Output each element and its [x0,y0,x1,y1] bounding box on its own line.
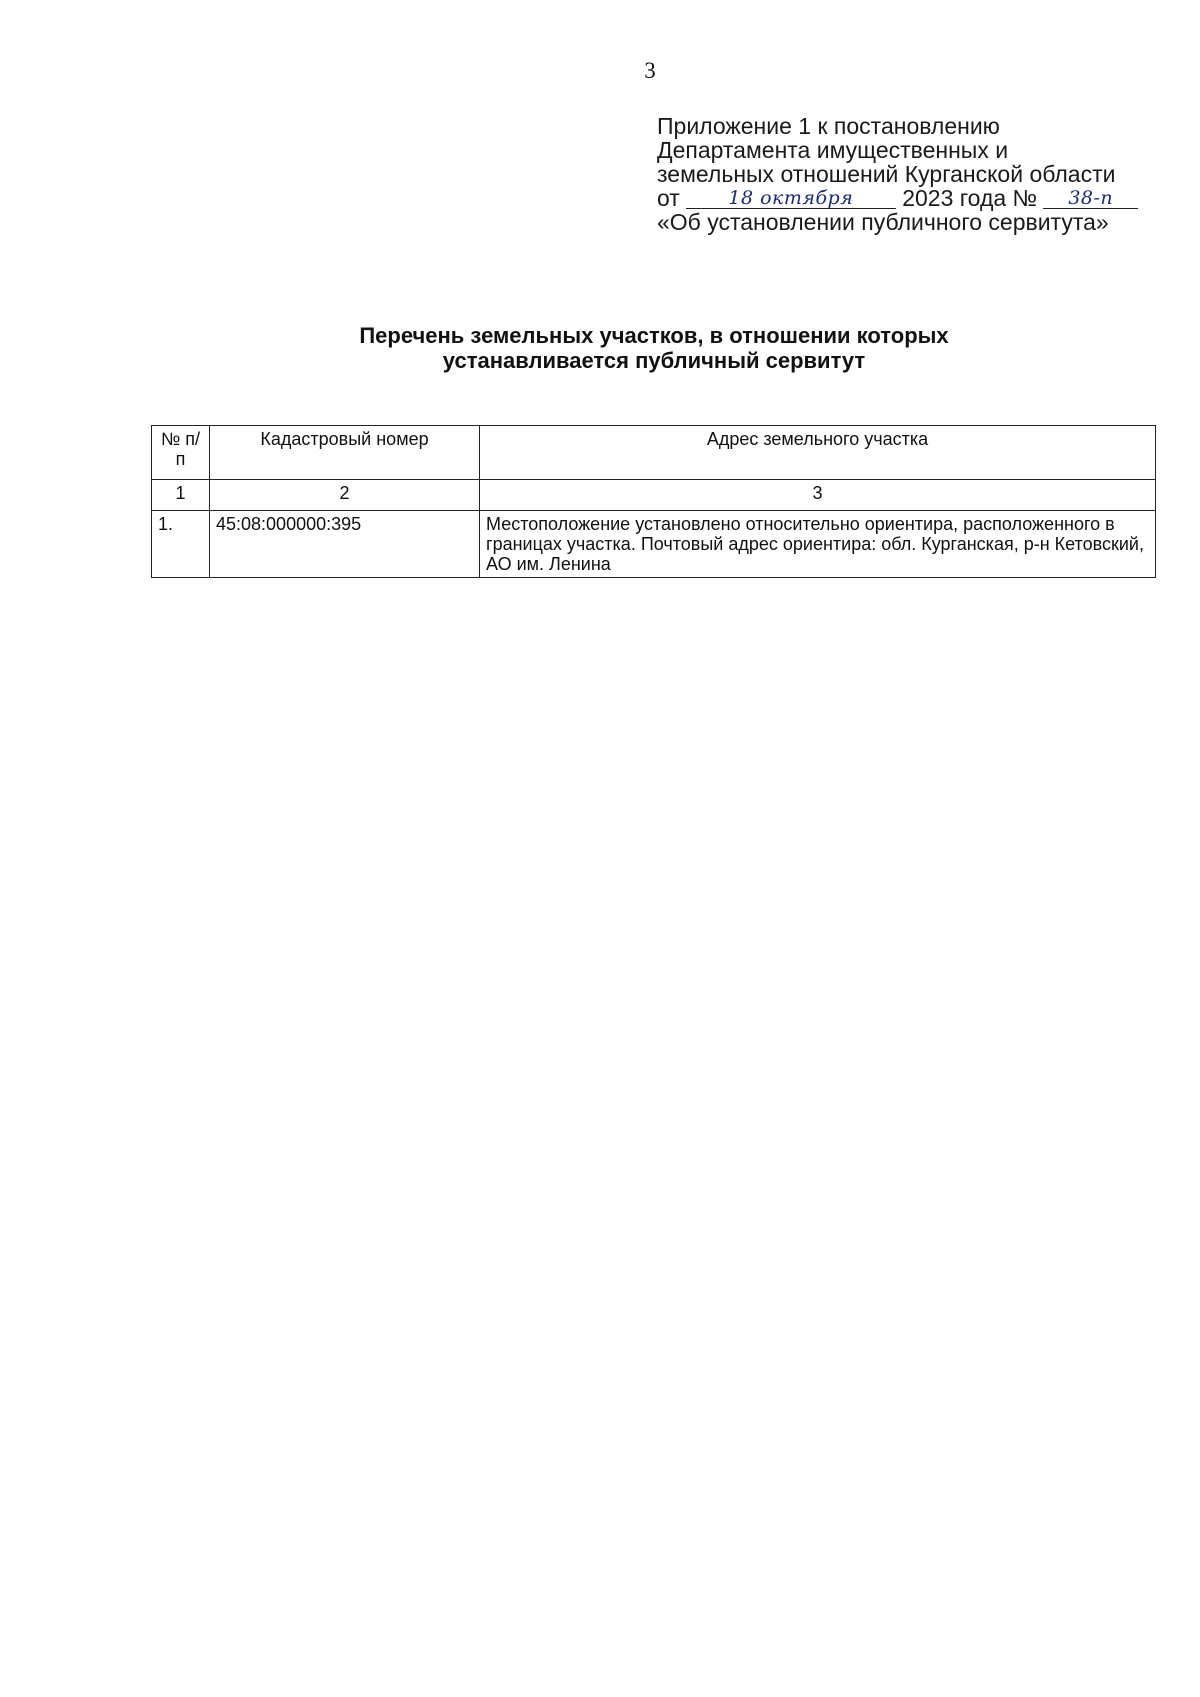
appendix-date-line [657,186,1177,210]
title-line-2: устанавливается публичный сервитут [442,348,866,373]
number-field [1043,186,1138,209]
column-index-1: 1 [152,480,210,511]
header-cadastral: Кадастровый номер [210,426,480,480]
handwritten-number: 38-п [1068,187,1114,209]
column-index-2: 2 [210,480,480,511]
header-address: Адрес земельного участка [480,426,1156,480]
date-prefix: от [657,185,680,211]
year-text: 2023 года № [902,185,1038,211]
appendix-line-5: «Об установлении публичного сервитута» [657,209,1109,235]
table-header-row [152,426,1156,480]
appendix-line-2: Департамента имущественных и [657,137,1009,163]
document-title [0,323,1200,373]
date-field [686,186,896,209]
row-num: 1. [152,511,210,578]
appendix-line-1: Приложение 1 к постановлению [657,113,1000,139]
page-number: 3 [644,58,656,83]
column-index-row [152,480,1156,511]
table-row [152,511,1156,578]
row-address: Местоположение установлено относительно ориентира, расположенного в границах участка. Почтовый адрес ориентира: обл. Курганская, р-н Кетовский, АО им. Ленина [480,511,1156,578]
title-line-1: Перечень земельных участков, в отношении которых [359,323,949,348]
row-cadastral: 45:08:000000:395 [210,511,480,578]
handwritten-date: 18 октября [728,187,854,209]
parcels-table [151,425,1156,578]
appendix-block [657,114,1177,234]
appendix-line-3: земельных отношений Курганской области [657,161,1116,187]
column-index-3: 3 [480,480,1156,511]
header-num: № п/п [152,426,210,480]
